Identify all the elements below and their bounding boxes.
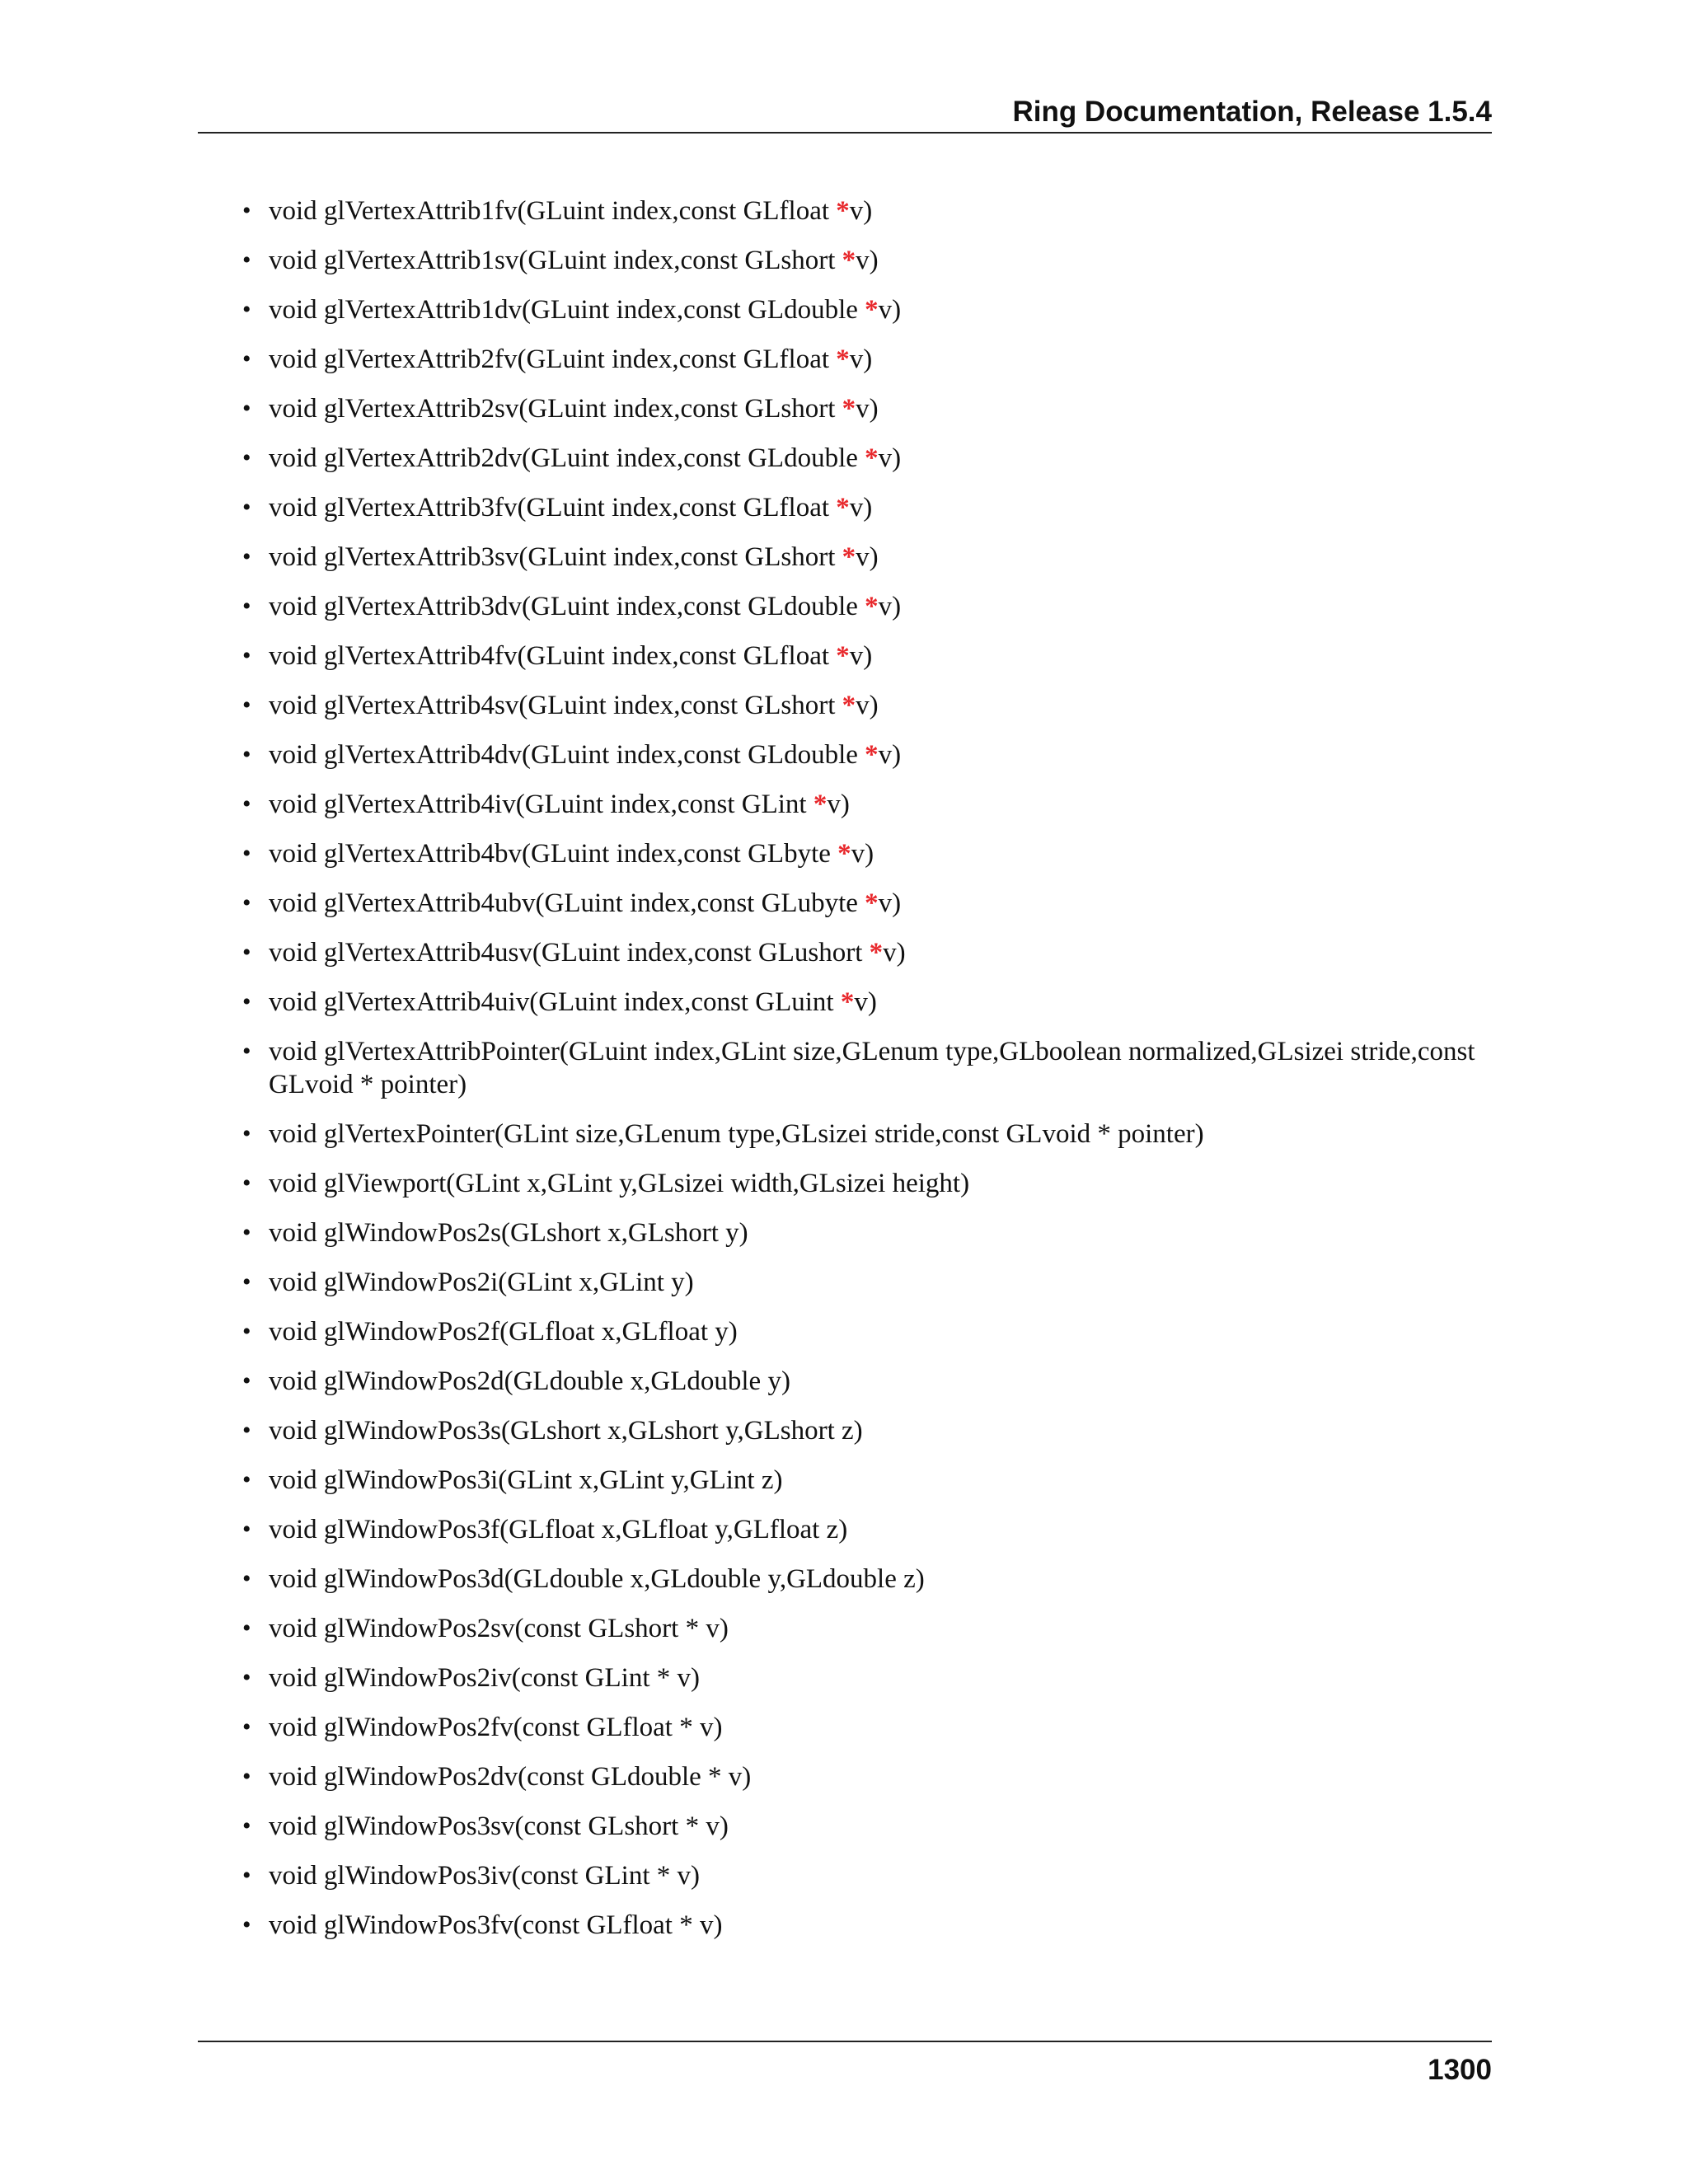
list-item (241, 1118, 1492, 1151)
document-title: Ring Documentation, Release 1.5.4 (1012, 96, 1492, 128)
bullet-icon: • (242, 741, 251, 768)
page-header (198, 91, 1492, 134)
list-item (241, 392, 1492, 425)
list-item (241, 1563, 1492, 1596)
function-signature-tail: v) (849, 641, 873, 671)
function-signature: void glVertexAttribPointer(GLuint index,GLint size,GLenum type,GLboolean normalized,GLsizei stride,const GLvoid * pointer) (269, 1037, 1475, 1099)
function-signature: void glWindowPos3iv(const GLint * v) (269, 1861, 700, 1891)
function-signature: void glWindowPos2iv(const GLint * v) (269, 1663, 700, 1693)
function-signature: void glWindowPos3fv(const GLfloat * v) (269, 1910, 723, 1940)
bullet-icon: • (242, 296, 251, 323)
list-item (241, 986, 1492, 1019)
function-signature-tail: v) (856, 691, 879, 720)
bullet-icon: • (242, 939, 251, 966)
bullet-icon: • (242, 1812, 251, 1840)
list-item (241, 1810, 1492, 1843)
bullet-icon: • (242, 1911, 251, 1938)
bullet-icon: • (242, 1466, 251, 1493)
list-item (241, 788, 1492, 821)
function-signature: void glVertexAttrib4dv(GLuint index,const GLdouble (269, 740, 865, 770)
function-signature: void glWindowPos3d(GLdouble x,GLdouble y,GLdouble z) (269, 1564, 925, 1594)
function-signature: void glVertexAttrib2sv(GLuint index,const GLshort (269, 394, 842, 424)
function-signature: void glVertexAttrib3fv(GLuint index,const GLfloat (269, 493, 837, 523)
bullet-icon: • (242, 1417, 251, 1444)
list-item (241, 1859, 1492, 1892)
list-item (241, 640, 1492, 673)
bullet-icon: • (242, 889, 251, 916)
bullet-icon: • (242, 593, 251, 620)
function-signature-tail: v) (878, 295, 902, 325)
function-signature: void glVertexAttrib4uiv(GLuint index,const GLuint (269, 987, 841, 1017)
function-signature-tail: v) (883, 938, 906, 968)
bullet-icon: • (242, 1038, 251, 1065)
list-item (241, 442, 1492, 475)
function-signature: void glVertexAttrib4ubv(GLuint index,const GLubyte (269, 888, 865, 918)
function-signature-tail: v) (878, 888, 902, 918)
list-item (241, 1414, 1492, 1447)
pointer-star: * (842, 246, 856, 275)
function-signature-tail: v) (856, 542, 879, 572)
function-signature: void glVertexAttrib1dv(GLuint index,const GLdouble (269, 295, 865, 325)
pointer-star: * (865, 592, 879, 621)
function-signature-tail: v) (878, 592, 902, 621)
pointer-star: * (813, 790, 828, 819)
function-signature: void glViewport(GLint x,GLint y,GLsizei width,GLsizei height) (269, 1169, 970, 1198)
function-signature: void glVertexAttrib3dv(GLuint index,const GLdouble (269, 592, 865, 621)
list-item (241, 1315, 1492, 1348)
list-item (241, 590, 1492, 623)
function-signature: void glWindowPos2d(GLdouble x,GLdouble y) (269, 1366, 790, 1396)
list-item (241, 1711, 1492, 1744)
bullet-icon: • (242, 1516, 251, 1543)
function-signature: void glWindowPos2sv(const GLshort * v) (269, 1614, 729, 1643)
function-signature: void glWindowPos2fv(const GLfloat * v) (269, 1713, 723, 1742)
function-signature-tail: v) (854, 987, 877, 1017)
pointer-star: * (865, 740, 879, 770)
function-signature: void glVertexAttrib4iv(GLuint index,const GLint (269, 790, 814, 819)
list-item (241, 491, 1492, 524)
pointer-star: * (837, 839, 851, 869)
list-item (241, 293, 1492, 326)
bullet-icon: • (242, 1268, 251, 1296)
bullet-icon: • (242, 1565, 251, 1592)
pointer-star: * (836, 493, 850, 523)
bullet-icon: • (242, 988, 251, 1015)
bullet-icon: • (242, 197, 251, 224)
bullet-icon: • (242, 691, 251, 719)
function-signature-tail: v) (856, 394, 879, 424)
list-item (241, 837, 1492, 870)
function-signature-tail: v) (849, 344, 873, 374)
function-signature: void glWindowPos2s(GLshort x,GLshort y) (269, 1218, 748, 1248)
bullet-icon: • (242, 1169, 251, 1197)
bullet-icon: • (242, 1367, 251, 1394)
function-signature: void glWindowPos2dv(const GLdouble * v) (269, 1762, 752, 1792)
list-item (241, 343, 1492, 376)
bullet-icon: • (242, 1664, 251, 1691)
bullet-icon: • (242, 395, 251, 422)
page-footer (198, 2041, 1492, 2100)
function-signature-tail: v) (849, 196, 873, 226)
list-item (241, 1266, 1492, 1299)
function-signature-tail: v) (856, 246, 879, 275)
bullet-icon: • (242, 543, 251, 570)
pointer-star: * (836, 196, 850, 226)
function-signature: void glVertexAttrib4usv(GLuint index,const GLushort (269, 938, 870, 968)
list-item (241, 194, 1492, 227)
list-item (241, 541, 1492, 574)
bullet-icon: • (242, 1713, 251, 1741)
list-item (241, 1365, 1492, 1398)
bullet-icon: • (242, 494, 251, 521)
list-item (241, 1216, 1492, 1249)
bullet-icon: • (242, 642, 251, 669)
function-list (241, 194, 1492, 1958)
function-signature: void glVertexAttrib2fv(GLuint index,const GLfloat (269, 344, 837, 374)
pointer-star: * (842, 542, 856, 572)
bullet-icon: • (242, 1318, 251, 1345)
list-item (241, 1612, 1492, 1645)
pointer-star: * (842, 691, 856, 720)
bullet-icon: • (242, 790, 251, 818)
list-item (241, 1167, 1492, 1200)
list-item (241, 1909, 1492, 1942)
pointer-star: * (865, 295, 879, 325)
function-signature: void glVertexPointer(GLint size,GLenum type,GLsizei stride,const GLvoid * pointer) (269, 1119, 1204, 1149)
function-signature-tail: v) (878, 443, 902, 473)
pointer-star: * (865, 888, 879, 918)
function-signature: void glWindowPos3f(GLfloat x,GLfloat y,GLfloat z) (269, 1515, 848, 1544)
function-signature: void glWindowPos3s(GLshort x,GLshort y,GLshort z) (269, 1416, 863, 1446)
list-item (241, 936, 1492, 969)
function-signature: void glVertexAttrib2dv(GLuint index,const GLdouble (269, 443, 865, 473)
function-signature: void glVertexAttrib4sv(GLuint index,const GLshort (269, 691, 842, 720)
function-signature: void glWindowPos2f(GLfloat x,GLfloat y) (269, 1317, 738, 1347)
function-signature-tail: v) (878, 740, 902, 770)
bullet-icon: • (242, 840, 251, 867)
bullet-icon: • (242, 1862, 251, 1889)
function-signature-tail: v) (851, 839, 874, 869)
list-item (241, 1661, 1492, 1694)
bullet-icon: • (242, 246, 251, 274)
function-signature: void glVertexAttrib3sv(GLuint index,const GLshort (269, 542, 842, 572)
function-signature: void glVertexAttrib4fv(GLuint index,const GLfloat (269, 641, 837, 671)
page-number: 1300 (1428, 2054, 1492, 2086)
bullet-icon: • (242, 1615, 251, 1642)
list-item (241, 887, 1492, 920)
pointer-star: * (865, 443, 879, 473)
list-item (241, 1035, 1492, 1101)
pointer-star: * (842, 394, 856, 424)
pointer-star: * (869, 938, 884, 968)
bullet-icon: • (242, 444, 251, 471)
list-item (241, 1513, 1492, 1546)
function-signature: void glWindowPos3sv(const GLshort * v) (269, 1811, 729, 1841)
list-item (241, 1464, 1492, 1497)
function-signature: void glVertexAttrib1sv(GLuint index,const GLshort (269, 246, 842, 275)
pointer-star: * (836, 641, 850, 671)
function-signature: void glVertexAttrib1fv(GLuint index,const GLfloat (269, 196, 837, 226)
list-item (241, 738, 1492, 771)
list-item (241, 689, 1492, 722)
list-item (241, 1760, 1492, 1793)
bullet-icon: • (242, 1219, 251, 1246)
pointer-star: * (836, 344, 850, 374)
bullet-icon: • (242, 345, 251, 373)
function-signature: void glVertexAttrib4bv(GLuint index,const GLbyte (269, 839, 838, 869)
function-signature: void glWindowPos3i(GLint x,GLint y,GLint z) (269, 1465, 783, 1495)
list-item (241, 244, 1492, 277)
pointer-star: * (840, 987, 855, 1017)
function-signature-tail: v) (827, 790, 850, 819)
function-signature-tail: v) (849, 493, 873, 523)
bullet-icon: • (242, 1120, 251, 1147)
function-signature: void glWindowPos2i(GLint x,GLint y) (269, 1268, 694, 1297)
bullet-icon: • (242, 1763, 251, 1790)
